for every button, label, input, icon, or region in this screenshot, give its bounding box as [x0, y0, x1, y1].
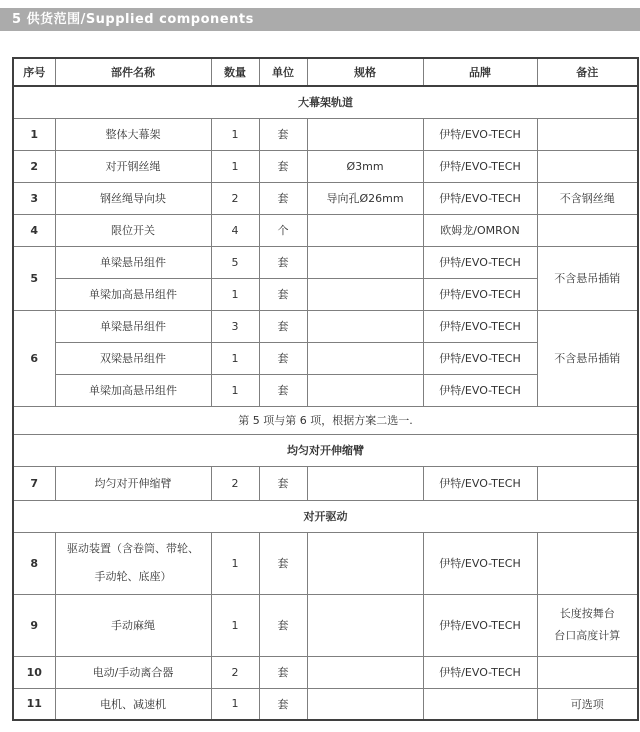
- table-row-group-6a: [13, 310, 638, 342]
- cell-spec: [307, 342, 423, 374]
- cell-spec: [307, 656, 423, 688]
- cell-name: 单梁悬吊组件: [55, 310, 211, 342]
- cell-brand: 伊特/EVO-TECH: [423, 466, 537, 500]
- cell-qty: 2: [211, 182, 259, 214]
- cell-spec: [307, 594, 423, 656]
- cell-unit: 套: [259, 688, 307, 720]
- cell-remark: 可选项: [537, 688, 638, 720]
- section-heading: 5 供货范围/Supplied components: [0, 8, 640, 31]
- cell-name: 限位开关: [55, 214, 211, 246]
- cell-brand: 伊特/EVO-TECH: [423, 342, 537, 374]
- cell-name: 单梁加高悬吊组件: [55, 278, 211, 310]
- cell-no: 4: [13, 214, 55, 246]
- cell-spec: Ø3mm: [307, 150, 423, 182]
- cell-spec: [307, 466, 423, 500]
- cell-name: 单梁悬吊组件: [55, 246, 211, 278]
- cell-unit: 套: [259, 182, 307, 214]
- cell-brand: 伊特/EVO-TECH: [423, 182, 537, 214]
- cell-qty: 1: [211, 532, 259, 594]
- cell-no: 5: [13, 246, 55, 310]
- cell-spec: [307, 374, 423, 406]
- cell-name: 电机、减速机: [55, 688, 211, 720]
- table-row: [13, 466, 638, 500]
- cell-remark: 不含钢丝绳: [537, 182, 638, 214]
- cell-remark: [537, 466, 638, 500]
- cell-remark: [537, 656, 638, 688]
- cell-unit: 套: [259, 466, 307, 500]
- col-header-remark: 备注: [537, 58, 638, 86]
- section-row: [13, 500, 638, 532]
- table-row: [13, 118, 638, 150]
- cell-qty: 1: [211, 278, 259, 310]
- table-row-group-5a: [13, 246, 638, 278]
- cell-unit: 套: [259, 246, 307, 278]
- col-header-brand: 品牌: [423, 58, 537, 86]
- cell-spec: [307, 532, 423, 594]
- cell-unit: 套: [259, 342, 307, 374]
- cell-qty: 3: [211, 310, 259, 342]
- cell-no: 7: [13, 466, 55, 500]
- cell-brand: 伊特/EVO-TECH: [423, 118, 537, 150]
- cell-qty: 1: [211, 374, 259, 406]
- col-header-spec: 规格: [307, 58, 423, 86]
- cell-brand: 伊特/EVO-TECH: [423, 594, 537, 656]
- table-row: [13, 532, 638, 594]
- cell-brand: 伊特/EVO-TECH: [423, 374, 537, 406]
- cell-brand: 伊特/EVO-TECH: [423, 150, 537, 182]
- cell-name: 电动/手动离合器: [55, 656, 211, 688]
- cell-unit: 套: [259, 374, 307, 406]
- section-title: 大幕架轨道: [13, 86, 638, 118]
- cell-remark: [537, 118, 638, 150]
- cell-unit: 套: [259, 310, 307, 342]
- cell-qty: 5: [211, 246, 259, 278]
- cell-spec: [307, 246, 423, 278]
- cell-spec: [307, 118, 423, 150]
- cell-no: 10: [13, 656, 55, 688]
- cell-name: 双梁悬吊组件: [55, 342, 211, 374]
- cell-remark: 不含悬吊插销: [537, 310, 638, 406]
- col-header-name: 部件名称: [55, 58, 211, 86]
- cell-no: 3: [13, 182, 55, 214]
- cell-brand: 伊特/EVO-TECH: [423, 532, 537, 594]
- cell-brand: 伊特/EVO-TECH: [423, 310, 537, 342]
- cell-no: 2: [13, 150, 55, 182]
- section-title: 均匀对开伸缩臂: [13, 434, 638, 466]
- cell-unit: 套: [259, 594, 307, 656]
- cell-no: 6: [13, 310, 55, 406]
- cell-remark: 不含悬吊插销: [537, 246, 638, 310]
- cell-spec: [307, 310, 423, 342]
- cell-brand: 伊特/EVO-TECH: [423, 278, 537, 310]
- cell-no: 1: [13, 118, 55, 150]
- note-text: 第 5 项与第 6 项，根据方案二选一.: [13, 406, 638, 434]
- cell-brand: [423, 688, 537, 720]
- cell-brand: 伊特/EVO-TECH: [423, 656, 537, 688]
- cell-name: 钢丝绳导向块: [55, 182, 211, 214]
- cell-name: 手动麻绳: [55, 594, 211, 656]
- cell-brand: 伊特/EVO-TECH: [423, 246, 537, 278]
- cell-qty: 1: [211, 594, 259, 656]
- cell-spec: [307, 278, 423, 310]
- cell-remark: [537, 214, 638, 246]
- cell-remark: [537, 150, 638, 182]
- cell-name: 对开钢丝绳: [55, 150, 211, 182]
- table-row: [13, 182, 638, 214]
- cell-name: 整体大幕架: [55, 118, 211, 150]
- cell-qty: 1: [211, 342, 259, 374]
- cell-no: 11: [13, 688, 55, 720]
- cell-remark: 长度按舞台 台口高度计算: [537, 594, 638, 656]
- cell-name: 驱动装置（含卷筒、带轮、 手动轮、底座）: [55, 532, 211, 594]
- cell-qty: 1: [211, 688, 259, 720]
- table-row: [13, 214, 638, 246]
- cell-unit: 套: [259, 656, 307, 688]
- cell-unit: 个: [259, 214, 307, 246]
- col-header-qty: 数量: [211, 58, 259, 86]
- cell-remark: [537, 532, 638, 594]
- cell-qty: 2: [211, 656, 259, 688]
- cell-brand: 欧姆龙/OMRON: [423, 214, 537, 246]
- cell-qty: 2: [211, 466, 259, 500]
- cell-spec: [307, 688, 423, 720]
- cell-name: 单梁加高悬吊组件: [55, 374, 211, 406]
- cell-spec: [307, 214, 423, 246]
- cell-qty: 1: [211, 118, 259, 150]
- cell-unit: 套: [259, 150, 307, 182]
- table-row: [13, 688, 638, 720]
- col-header-no: 序号: [13, 58, 55, 86]
- cell-no: 9: [13, 594, 55, 656]
- table-row: [13, 656, 638, 688]
- cell-qty: 4: [211, 214, 259, 246]
- section-title: 对开驱动: [13, 500, 638, 532]
- col-header-unit: 单位: [259, 58, 307, 86]
- cell-qty: 1: [211, 150, 259, 182]
- cell-name: 均匀对开伸缩臂: [55, 466, 211, 500]
- cell-spec: 导向孔Ø26mm: [307, 182, 423, 214]
- cell-unit: 套: [259, 118, 307, 150]
- cell-unit: 套: [259, 278, 307, 310]
- table-header-row: [13, 58, 638, 86]
- components-table: [12, 57, 639, 721]
- cell-unit: 套: [259, 532, 307, 594]
- note-row: [13, 406, 638, 434]
- section-row: [13, 434, 638, 466]
- cell-no: 8: [13, 532, 55, 594]
- table-row: [13, 150, 638, 182]
- table-row: [13, 594, 638, 656]
- section-row: [13, 86, 638, 118]
